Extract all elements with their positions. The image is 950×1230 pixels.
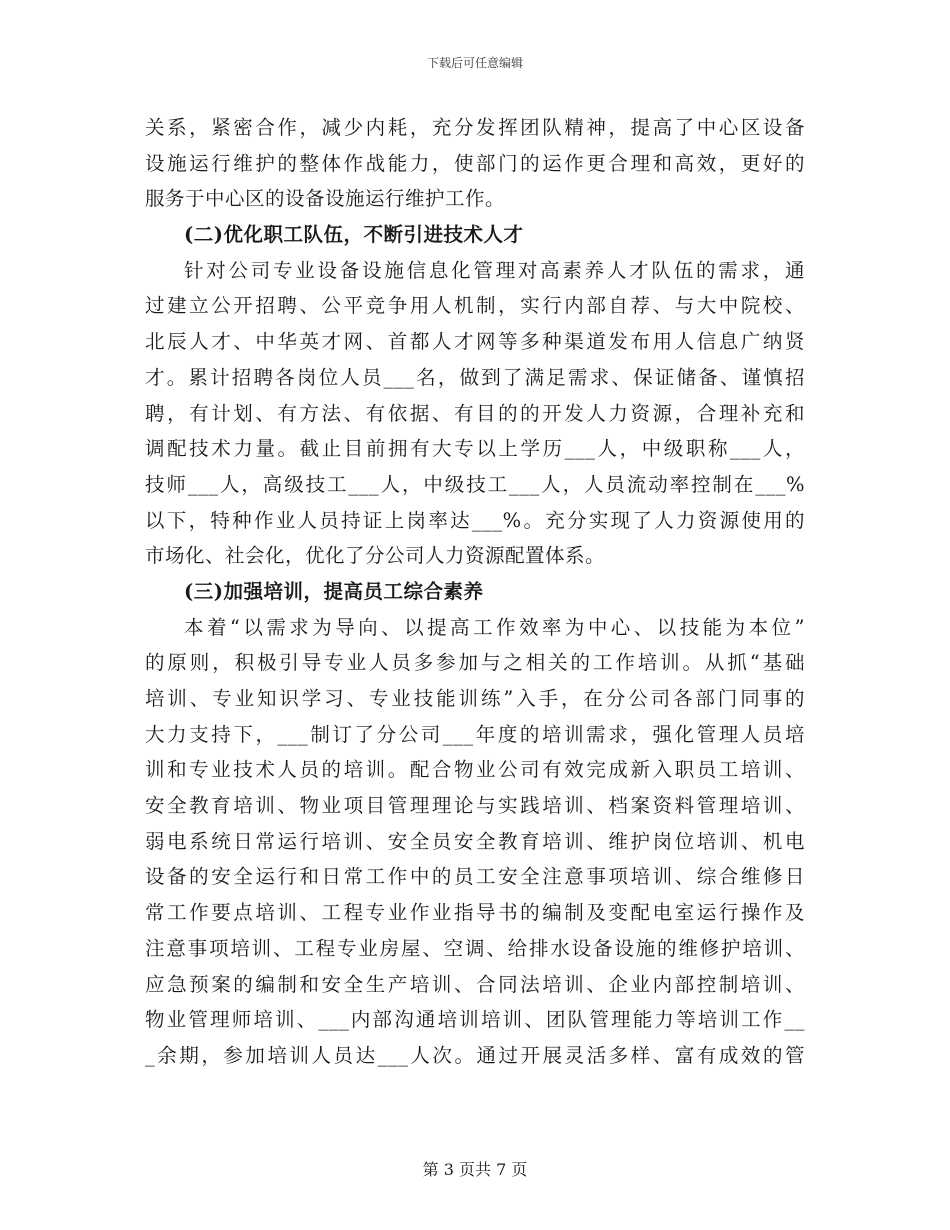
paragraph-line: 的原则，积极引导专业人员多参加与之相关的工作培训。从抓“基础 [145, 651, 805, 675]
page-number: 第 3 页共 7 页 [422, 1160, 528, 1179]
paragraph-line: 常工作要点培训、工程专业作业指导书的编制及变配电室运行操作及 [145, 901, 805, 925]
paragraph-line: 北辰人才、中华英才网、首都人才网等多种渠道发布用人信息广纳贤 [145, 330, 805, 354]
paragraph-line: 弱电系统日常运行培训、安全员安全教育培训、维护岗位培训、机电 [145, 829, 805, 853]
paragraph-line: 才。累计招聘各岗位人员___名，做到了满足需求、保证储备、谨慎招 [145, 365, 805, 389]
section-heading: (二)优化职工队伍，不断引进技术人才 [184, 223, 524, 247]
paragraph-line: 设施运行维护的整体作战能力，使部门的运作更合理和高效，更好的 [145, 151, 805, 175]
paragraph-line: 物业管理师培训、___内部沟通培训培训、团队管理能力等培训工作__ [145, 1008, 805, 1032]
paragraph-line: 调配技术力量。截止目前拥有大专以上学历___人，中级职称___人， [145, 437, 805, 461]
document-body [145, 110, 805, 1074]
paragraph-line: 聘，有计划、有方法、有依据、有目的的开发人力资源，合理补充和 [145, 401, 805, 425]
section-heading: (三)加强培训，提高员工综合素养 [184, 579, 484, 603]
paragraph-line: 训和专业技术人员的培训。配合物业公司有效完成新入职员工培训、 [145, 758, 805, 782]
paragraph-line: 大力支持下，___制订了分公司___年度的培训需求，强化管理人员培 [145, 722, 805, 746]
paragraph-line: 注意事项培训、工程专业房屋、空调、给排水设备设施的维修护培训、 [145, 936, 805, 960]
paragraph-line: 培训、专业知识学习、专业技能训练”入手，在分公司各部门同事的 [145, 687, 805, 710]
paragraph-line: 关系，紧密合作，减少内耗，充分发挥团队精神，提高了中心区设备 [145, 116, 805, 139]
paragraph-line: 服务于中心区的设备设施运行维护工作。 [145, 187, 506, 211]
paragraph-line: 本着“以需求为导向、以提高工作效率为中心、以技能为本位” [184, 615, 805, 639]
paragraph-line: 应急预案的编制和安全生产培训、合同法培训、企业内部控制培训、 [145, 972, 805, 996]
paragraph-line: 安全教育培训、物业项目管理理论与实践培训、档案资料管理培训、 [145, 794, 805, 818]
paragraph-line: _余期，参加培训人员达___人次。通过开展灵活多样、富有成效的管 [145, 1043, 805, 1067]
page-header: 下载后可任意编辑 [426, 56, 523, 70]
paragraph-line: 过建立公开招聘、公平竞争用人机制，实行内部自荐、与大中院校、 [145, 294, 805, 318]
paragraph-line: 设备的安全运行和日常工作中的员工安全注意事项培训、综合维修日 [145, 865, 805, 889]
paragraph-line: 以下，特种作业人员持证上岗率达___%。充分实现了人力资源使用的 [145, 508, 805, 532]
paragraph-line: 市场化、社会化，优化了分公司人力资源配置体系。 [145, 544, 606, 568]
paragraph-line: 针对公司专业设备设施信息化管理对高素养人才队伍的需求，通 [184, 258, 805, 282]
paragraph-line: 技师___人，高级技工___人，中级技工___人，人员流动率控制在___% [145, 472, 805, 496]
